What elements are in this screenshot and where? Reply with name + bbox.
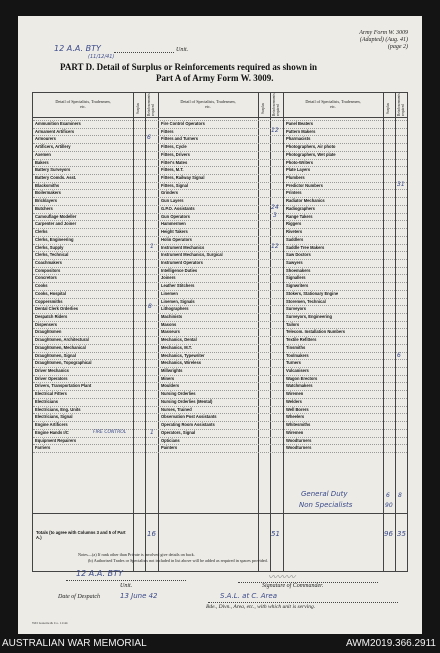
trade-row-label: Surveyors, Engineering [286, 314, 332, 319]
trade-row-label: Shoemakers [286, 267, 311, 273]
trade-row-label: Painters [161, 445, 178, 451]
despatch-date: 13 June 42 [120, 592, 158, 600]
trade-row-label: Electricians, Signal [35, 414, 73, 420]
row-rule [33, 421, 407, 422]
trade-row-label: Cooks [35, 283, 48, 289]
trade-row-label: Mechanics, Typewriter [161, 352, 205, 358]
trade-row-label: Mechanics, Dental [161, 337, 197, 343]
row-rule [33, 189, 407, 190]
total-col3-surplus: 96 [384, 530, 393, 538]
unit-date-handwritten: (11/12/41) [88, 54, 115, 60]
row-rule [33, 143, 407, 144]
trade-row-label: Draughtsmen, Topographical [35, 360, 92, 366]
trade-row-label: Engine Artificers [35, 422, 68, 428]
trade-row-label: Whitesmiths [286, 422, 311, 428]
total-col3-reinforcements: 35 [397, 530, 406, 538]
non-specialists-label: Non Specialists [299, 501, 353, 509]
trade-row-label: Pattern Makers [286, 128, 316, 134]
trade-row-label: G.P.O. Assistants [161, 205, 195, 211]
trade-row-label: Fitters, Railway Signal [161, 175, 205, 181]
entry-armament-artificers: 6 [147, 134, 151, 141]
printer-reference: WD Gazette & Co. 11/44 [32, 621, 68, 625]
trade-row-label: Millwrights [161, 368, 183, 374]
trade-row-label: Sawyers [286, 259, 303, 265]
trade-row-label: Radiographers [286, 205, 315, 211]
row-rule [33, 259, 407, 260]
row-rule [33, 135, 407, 136]
trade-row-label: Cooks, Hospital [35, 290, 66, 296]
row-rule [33, 151, 407, 152]
trade-row-label: Electricians [35, 398, 58, 404]
non-specialists-value: 90 [385, 502, 393, 509]
trade-row-label: Photographers, Air photo [286, 144, 336, 150]
trade-row-label: Photographers, Wet plate [286, 151, 336, 157]
row-rule [33, 236, 407, 237]
row-rule [33, 213, 407, 214]
trade-row-label: Toolmakers [286, 352, 309, 358]
form-sheet [18, 16, 422, 634]
row-rule [33, 182, 407, 183]
entry-telecom: 6 [397, 352, 401, 359]
footer-unit-underline [66, 580, 186, 581]
trade-row-label: Holin Operators [161, 236, 192, 242]
trade-row-label: Watchmakers [286, 383, 313, 389]
row-rule [33, 128, 407, 129]
part-d-title-line-2: Part A of Army Form W. 3009. [156, 73, 274, 83]
trade-row-label: Signallers [286, 275, 306, 281]
trade-row-label: Textile Refitters [286, 337, 317, 343]
column-header-surplus-2: Surplus [261, 103, 265, 114]
trade-row-label: Electricians, Eng. Units [35, 406, 81, 412]
column-header-surplus-1: Surplus [136, 103, 140, 114]
entry-clerks: 1 [150, 243, 154, 250]
trade-row-label: Woodturners [286, 445, 312, 451]
totals-label: Totals (to agree with Columns 3 and 5 of Part A.) [36, 530, 126, 540]
trade-row-label: Dental Clerk Orderlies [35, 306, 79, 312]
trade-row-label: Storemen, Technical [286, 298, 326, 304]
trade-row-label: Lithographers [161, 306, 189, 312]
trade-row-label: Wiremen [286, 429, 304, 435]
trade-row-label: Carpenter and Joiner [35, 221, 77, 227]
trade-row-label: Miners [161, 375, 175, 381]
note-b: (b) Authorised Trades or Specialists not included in list above will be added as required in spaces provided. [88, 558, 268, 563]
trade-row-label: Fire Control Operators [161, 121, 205, 126]
trade-row-label: Driver Mechanics [35, 368, 69, 374]
entry-fire-control-operators: 12 [271, 127, 279, 134]
trade-row-label: Gun Operators [161, 213, 190, 219]
trade-row-label: Fitter's Mates [161, 159, 188, 165]
row-rule [33, 382, 407, 383]
column-header-detail-2: Detail of Specialists, Tradesmen, etc. [180, 99, 236, 109]
row-rule [33, 244, 407, 245]
specialists-table [32, 92, 408, 572]
trade-row-label: Mechanics, M.T. [161, 344, 192, 350]
general-duty-label: General Duty [301, 490, 348, 498]
trade-row-label: Turners [286, 360, 301, 366]
trade-row-label: Hammermen [161, 221, 186, 227]
trade-row-label: Grinders [161, 190, 179, 196]
row-rule [33, 228, 407, 229]
trade-row-label: Compositors [35, 267, 61, 273]
trade-row-label: Tinsmiths [286, 344, 306, 350]
trade-row-label: Masons [161, 321, 177, 327]
trade-row-label: Driver Operators [35, 375, 68, 381]
entry-gpo-assistants: 3 [273, 212, 277, 219]
trade-row-label: Opticians [161, 437, 180, 443]
entry-electricians: 1 [150, 429, 154, 436]
trade-row-label: Bricklayers [35, 198, 58, 204]
trade-row-label: Panel Beaters [286, 121, 314, 126]
trade-row-label: Signwriters [286, 283, 309, 289]
totals-separator [33, 513, 407, 514]
trade-row-label: Armament Artificers [35, 128, 75, 134]
trade-row-label: Fitters, Cycle [161, 144, 187, 150]
trade-row-label: Draughtsmen [35, 329, 62, 335]
trade-row-label: Draughtsmen, Mechanical [35, 344, 86, 350]
column-header-detail-1: Detail of Specialists, Tradesmen, etc. [55, 99, 111, 109]
serving-area-handwritten: S.A.L. at C. Area [220, 592, 278, 600]
row-rule [33, 321, 407, 322]
column-header-reinforcements-3: Reinforcements required [397, 93, 405, 116]
trade-row-label: Intelligence Duties [161, 267, 198, 273]
trade-row-label: Battery Surveyors [35, 167, 71, 173]
row-rule [33, 313, 407, 314]
header-separator [33, 117, 407, 118]
column-header-reinforcements-2: Reinforcements required [272, 93, 280, 116]
trade-row-label: Bakers [35, 159, 49, 165]
trade-row-label: Concretors [35, 275, 57, 281]
form-reference-line-3: (page 2) [387, 44, 408, 50]
trade-row-label: Engine Hands I/C [35, 429, 69, 435]
trade-row-label: Mechanics, Wireless [161, 360, 202, 366]
trade-row-label: Height Takers [161, 229, 188, 235]
column-header-surplus-3: Surplus [386, 103, 390, 114]
row-rule [33, 359, 407, 360]
trade-row-label: Saddlers [286, 236, 304, 242]
trade-row-label: Observation Post Assistants [161, 414, 217, 420]
entry-electricians-note: FIRE CONTROL [93, 430, 127, 435]
note-a: Notes—(a) If rank other than Private is involved give details on back. [78, 552, 195, 557]
entry-predictor-numbers: 31 [397, 181, 405, 188]
footer-unit-label: Unit. [120, 583, 133, 589]
despatch-label: Date of Despatch [58, 594, 100, 600]
row-rule [33, 274, 407, 275]
trade-row-label: Boilermakers [35, 190, 61, 196]
trade-row-label: Saw Doctors [286, 252, 311, 258]
total-col2-reinforcements: 51 [271, 530, 280, 538]
general-duty-surplus: 6 [386, 492, 390, 499]
trade-row-label: Stokers, Stationary Engine [286, 290, 339, 296]
row-rule [33, 444, 407, 445]
trade-row-label: Equipment Repairers [35, 437, 77, 443]
trade-row-label: Radiator Mechanics [286, 198, 325, 204]
trade-row-label: Riggers [286, 221, 302, 227]
row-rule [33, 352, 407, 353]
trade-row-label: Fitters, Signal [161, 182, 189, 188]
form-reference-line-2: (Adapted) (Aug. 41) [359, 37, 408, 43]
row-rule [33, 398, 407, 399]
trade-row-label: Farriers [35, 445, 51, 451]
trade-row-label: Fitters, M.T. [161, 167, 184, 173]
row-rule [33, 251, 407, 252]
trade-row-label: Wiremen [286, 391, 304, 397]
trade-row-label: Riveters [286, 229, 303, 235]
row-rule [33, 174, 407, 175]
trade-row-label: Linemen [161, 290, 178, 296]
trade-row-label: Instrument Operators [161, 259, 203, 265]
signature-label: Signature of Commander. [262, 583, 324, 589]
entry-gun-layers: 24 [271, 204, 279, 211]
trade-row-label: Ammunition Examiners [35, 121, 81, 126]
trade-row-label: Joiners [161, 275, 176, 281]
row-rule [33, 429, 407, 430]
row-rule [33, 267, 407, 268]
trade-row-label: Pharmacists [286, 136, 311, 142]
trade-row-label: Gun Layers [161, 198, 184, 204]
trade-row-label: Well Borers [286, 406, 309, 412]
trade-row-label: Operators, Signal [161, 429, 196, 435]
trade-row-label: Wagon Erectors [286, 375, 318, 381]
row-rule [33, 452, 407, 453]
row-rule [33, 298, 407, 299]
entry-cooks: 8 [148, 303, 152, 310]
row-rule [33, 344, 407, 345]
row-rule [33, 159, 407, 160]
trade-row-label: Fitters, Drivers [161, 151, 190, 157]
trade-row-label: Linemen, Signals [161, 298, 195, 304]
entry-height-takers: 12 [271, 243, 279, 250]
trade-row-label: Despatch Riders [35, 314, 68, 319]
serving-area-underline [208, 602, 398, 603]
general-duty-reinforcements: 8 [398, 492, 402, 499]
row-rule [33, 220, 407, 221]
trade-row-label: Fitters [161, 128, 174, 134]
trade-row-label: Nursing Orderlies (Mental) [161, 398, 213, 404]
trade-row-label: Photo-Writers [286, 159, 313, 165]
serving-area-label: Bde., Divn., Area, etc., with which unit is serving. [206, 604, 316, 610]
trade-row-label: Welders [286, 398, 302, 404]
trade-row-label: Dispensers [35, 321, 58, 327]
row-rule [33, 305, 407, 306]
trade-row-label: Plate Layers [286, 167, 311, 173]
trade-row-label: Machinists [161, 314, 183, 319]
total-col1-reinforcements: 16 [147, 530, 156, 538]
trade-row-label: Electrical Fitters [35, 391, 67, 397]
trade-row-label: Fitters and Turners [161, 136, 199, 142]
trade-row-label: Moulders [161, 383, 180, 389]
trade-row-label: Draughtsmen, Architectural [35, 337, 89, 343]
caption-left: AUSTRALIAN WAR MEMORIAL [2, 638, 147, 649]
trade-row-label: Leather Stitchers [161, 283, 195, 289]
form-reference-line-1: Army Form W. 3009 [359, 30, 408, 36]
row-rule [33, 166, 407, 167]
trade-row-label: Printers [286, 190, 302, 196]
unit-handwritten: 12 A.A. BTY [54, 44, 101, 53]
trade-row-label: Wheelers [286, 414, 305, 420]
trade-row-label: Drivers, Transportation Plant [35, 383, 92, 389]
trade-row-label: Butchers [35, 205, 53, 211]
trade-row-label: Masseurs [161, 329, 180, 335]
row-rule [33, 336, 407, 337]
trade-row-label: Vulcanisers [286, 368, 309, 374]
caption-right: AWM2019.366.2911 [345, 638, 436, 649]
trade-row-label: Instrument Mechanics [161, 244, 205, 250]
unit-label: Unit. [176, 47, 189, 53]
row-rule [33, 406, 407, 407]
unit-underline [114, 52, 174, 53]
trade-row-label: Operating Room Assistants [161, 422, 215, 428]
commander-signature: 〰〰〰 [268, 573, 296, 583]
trade-row-label: Axemen [35, 151, 51, 157]
column-header-reinforcements-1: Reinforcements required [147, 93, 155, 116]
trade-row-label: Predictor Numbers [286, 182, 323, 188]
trade-row-label: Tailors [286, 321, 300, 327]
trade-row-label: Clerks, Technical [35, 252, 69, 258]
trade-row-label: Nurses, Trained [161, 406, 192, 412]
trade-row-label: Camouflage Modeller [35, 213, 77, 219]
row-rule [33, 437, 407, 438]
trade-row-label: Clerks [35, 229, 48, 235]
trade-row-label: Nursing Orderlies [161, 391, 196, 397]
trade-row-label: Instrument Mechanics, Surgical [161, 252, 223, 258]
row-rule [33, 290, 407, 291]
trade-row-label: Woodturners [286, 437, 312, 443]
trade-row-label: Battery Comds. Asst. [35, 175, 77, 181]
row-rule [33, 413, 407, 414]
trade-row-label: Clerks, Supply [35, 244, 64, 250]
row-rule [33, 120, 407, 121]
row-rule [33, 367, 407, 368]
row-rule [33, 197, 407, 198]
trade-row-label: Range Takers [286, 213, 313, 219]
part-d-title-line-1: PART D. Detail of Surplus or Reinforcements required as shown in [60, 62, 317, 72]
footer-unit-handwritten: 12 A.A. BTY [76, 569, 123, 578]
trade-row-label: Clerks, Engineering [35, 236, 74, 242]
trade-row-label: Draughtsmen, Signal [35, 352, 76, 358]
row-rule [33, 390, 407, 391]
trade-row-label: Coppersmiths [35, 298, 63, 304]
row-rule [33, 282, 407, 283]
trade-row-label: Telecom. Installation Numbers [286, 329, 346, 335]
column-header-detail-3: Detail of Specialists, Tradesmen, etc. [305, 99, 361, 109]
trade-row-label: Blacksmiths [35, 182, 60, 188]
trade-row-label: Coachmakers [35, 259, 62, 265]
row-rule [33, 375, 407, 376]
trade-row-label: Artificers, Artillery [35, 144, 71, 150]
trade-row-label: Saddle Tree Makers [286, 244, 325, 250]
trade-row-label: Surveyors [286, 306, 307, 312]
trade-row-label: Armourers [35, 136, 56, 142]
row-rule [33, 328, 407, 329]
trade-row-label: Plumbers [286, 175, 305, 181]
row-rule [33, 205, 407, 206]
